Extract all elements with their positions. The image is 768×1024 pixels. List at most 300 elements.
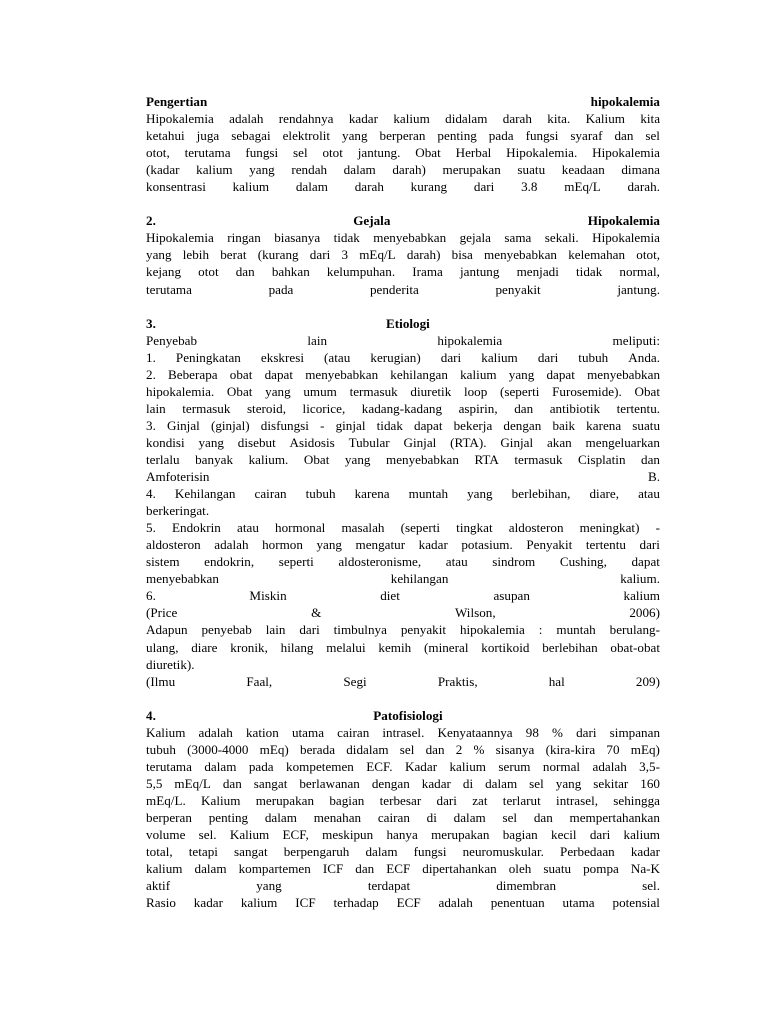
word-gap [156, 707, 373, 724]
word: dapat [546, 366, 575, 382]
word: adalah [438, 895, 473, 911]
word-gap [539, 724, 552, 741]
word-gap [349, 843, 365, 860]
word-gap [324, 724, 337, 741]
word: seperti [278, 554, 314, 570]
word-gap [156, 417, 167, 434]
word-gap [577, 144, 592, 161]
word: timbulnya [333, 622, 387, 638]
word-gap [314, 553, 339, 570]
text-line [146, 400, 660, 417]
word-gap [313, 639, 326, 656]
word: otot [198, 264, 219, 280]
word-gap [236, 758, 248, 775]
word: endokrin, [204, 554, 255, 570]
word: pompa [583, 861, 619, 877]
word-gap [384, 178, 411, 195]
word-gap [192, 281, 269, 298]
word-gap [324, 417, 335, 434]
word-gap [393, 758, 405, 775]
word-gap [513, 536, 527, 553]
word: umum [303, 383, 337, 399]
word-gap [518, 349, 538, 366]
word-gap [563, 451, 579, 468]
word-gap [430, 315, 660, 332]
word: otot [322, 145, 343, 161]
word: diuretik). [146, 656, 195, 672]
word: sel [399, 741, 415, 757]
text-line [146, 229, 660, 246]
word: aldosteronisme, [338, 554, 422, 570]
word-gap [320, 621, 334, 638]
word: cairan [254, 486, 287, 502]
word-gap [571, 860, 583, 877]
word: neuromuskular. [462, 844, 544, 860]
word: sebagai [231, 128, 271, 144]
word-gap [272, 673, 343, 690]
word-gap [252, 383, 265, 400]
word: penyakit [495, 281, 541, 297]
word: karena [354, 486, 390, 502]
word-gap [421, 349, 441, 366]
word: berperan [146, 809, 192, 825]
word: Kalium [201, 792, 241, 808]
word-gap [183, 860, 195, 877]
word: dengan [371, 775, 410, 791]
word-gap [233, 724, 246, 741]
word: ketahui [146, 128, 185, 144]
word-gap [437, 809, 454, 826]
word: total, [146, 844, 173, 860]
word: RTA [474, 451, 499, 467]
word-gap [533, 400, 550, 417]
word-gap [373, 826, 386, 843]
word-gap [436, 434, 450, 451]
word: Cisplatin [578, 451, 626, 467]
word: Penyebab [146, 332, 198, 348]
word: obat-obat [610, 639, 661, 655]
word: aktif [146, 878, 171, 894]
word: Etiologi [386, 315, 430, 331]
word-gap [639, 519, 655, 536]
word: dari [436, 792, 457, 808]
word: yang [249, 162, 275, 178]
word: kronik, [230, 639, 268, 655]
word-gap [156, 485, 175, 502]
word: darah. [627, 179, 660, 195]
word-gap [230, 400, 247, 417]
word-gap [173, 843, 189, 860]
word-gap [533, 434, 547, 451]
word: Wilson, [454, 605, 496, 621]
word: - [655, 520, 660, 536]
text-line [146, 758, 660, 775]
word-gap [530, 758, 542, 775]
word: tubuh [305, 486, 336, 502]
word-gap [277, 894, 295, 911]
word: dan [235, 264, 255, 280]
word: B. [647, 469, 660, 485]
word-gap [311, 860, 323, 877]
word: mEq/L [564, 179, 601, 195]
word: 2006) [629, 605, 660, 621]
word: terlalu [146, 451, 180, 467]
text-line [146, 570, 660, 587]
text-line [146, 502, 660, 519]
word-gap [499, 451, 515, 468]
word: lain [307, 332, 328, 348]
word: dan [514, 400, 534, 416]
document-text-body [146, 93, 660, 911]
word-gap [282, 877, 368, 894]
word: 160 [640, 775, 660, 791]
word: termasuk [514, 451, 563, 467]
word: terutama [184, 145, 231, 161]
word-gap [275, 161, 292, 178]
word-gap [545, 894, 563, 911]
word-gap [426, 161, 443, 178]
word: ulang, [146, 639, 179, 655]
word: muntah [556, 622, 596, 638]
word: diare [191, 639, 218, 655]
word: menahan [313, 809, 362, 825]
word: mengatur [355, 537, 406, 553]
word-gap [156, 315, 386, 332]
word: fungsi [525, 128, 559, 144]
word: suatu [543, 861, 572, 877]
word-gap [269, 826, 282, 843]
word: kalium [623, 827, 661, 843]
word: dalam [453, 809, 486, 825]
word: sindrom [492, 554, 536, 570]
text-line [146, 519, 660, 536]
word-gap [530, 587, 624, 604]
word: sekitar [593, 775, 629, 791]
word-gap [558, 127, 570, 144]
word-gap [354, 758, 366, 775]
word: loop [463, 383, 488, 399]
word-gap [310, 263, 327, 280]
word-gap [304, 349, 324, 366]
word-gap [249, 536, 263, 553]
word-gap [538, 178, 565, 195]
word: muntah [408, 486, 449, 502]
word: Kenyataannya [437, 724, 513, 740]
word-gap [493, 485, 512, 502]
word: biasanya [274, 230, 321, 246]
word-gap [217, 826, 230, 843]
word-gap [418, 826, 431, 843]
word-gap [532, 110, 547, 127]
word: 2 [455, 741, 463, 757]
word: 2. [146, 213, 156, 229]
word: Irama [412, 264, 443, 280]
word: dan [641, 451, 660, 467]
word: Hipokalemia [587, 213, 660, 229]
word-gap [626, 451, 642, 468]
word: di [426, 809, 437, 825]
word-gap [487, 110, 502, 127]
word-gap [170, 877, 256, 894]
text-line [146, 417, 660, 434]
word: kortikoid [481, 639, 530, 655]
word-gap [457, 792, 472, 809]
word: Herbal [455, 145, 492, 161]
word-gap [403, 417, 414, 434]
word-gap [421, 792, 436, 809]
word-gap [156, 349, 176, 366]
word-gap [286, 400, 303, 417]
word-gap [556, 877, 642, 894]
word-gap [224, 434, 238, 451]
word: kalium [393, 111, 430, 127]
word-gap [369, 724, 382, 741]
word-gap [390, 434, 404, 451]
word: kation [245, 724, 279, 740]
word: darah [354, 179, 384, 195]
word-gap [242, 775, 254, 792]
word: 209) [635, 673, 660, 689]
word: pada [248, 758, 274, 774]
word-gap [557, 246, 568, 263]
word-gap [361, 809, 378, 826]
word: dari [299, 622, 320, 638]
word: hipokalemia. [146, 383, 215, 399]
word: Gejala [353, 213, 391, 229]
word: normal, [619, 264, 660, 280]
word: meningkat) [579, 520, 640, 536]
word-gap [596, 621, 610, 638]
word-gap [534, 741, 545, 758]
word: hipokalemia [437, 332, 503, 348]
word-gap [343, 144, 358, 161]
word-gap [625, 246, 636, 263]
word: jantung. [617, 281, 661, 297]
word: menyebabkan [587, 366, 661, 382]
word-gap [400, 144, 415, 161]
word-gap [370, 451, 386, 468]
word-gap [186, 792, 201, 809]
word: Anda. [628, 349, 661, 365]
word-gap [414, 741, 425, 758]
word-gap [462, 741, 473, 758]
text-line [146, 639, 660, 656]
spacer-3 [146, 690, 660, 707]
word-gap [451, 383, 464, 400]
word: mengeluarkan [585, 434, 660, 450]
word-gap [314, 792, 329, 809]
word-gap [410, 877, 496, 894]
word-gap [241, 349, 261, 366]
text-line [146, 724, 660, 741]
word-gap [366, 639, 379, 656]
word-gap [577, 826, 590, 843]
word-gap [156, 212, 353, 229]
word-gap [390, 212, 587, 229]
word-gap [498, 400, 515, 417]
word-gap [247, 246, 258, 263]
word: Endokrin [171, 520, 221, 536]
word: atau [445, 554, 468, 570]
word: jantung. [357, 145, 401, 161]
word-gap [387, 621, 401, 638]
word: tingkat [456, 520, 493, 536]
word-gap [565, 673, 636, 690]
word: berulang- [609, 622, 661, 638]
word-gap [178, 639, 191, 656]
word-gap [175, 673, 246, 690]
heading-line [146, 212, 660, 229]
word-gap [627, 758, 639, 775]
text-line [146, 383, 660, 400]
word: dimana [621, 162, 661, 178]
word: Adapun [146, 622, 188, 638]
word: yang [316, 537, 342, 553]
word-gap [451, 775, 463, 792]
word: rendahnya [278, 111, 334, 127]
word: (Ilmu [146, 673, 176, 689]
word: steroid, [246, 400, 287, 416]
word-gap [419, 281, 496, 298]
word-gap [166, 400, 183, 417]
word: Furosemide). [552, 383, 622, 399]
word: meskipun [322, 827, 374, 843]
word: kita. [547, 111, 571, 127]
text-line [146, 877, 660, 894]
word: dan [614, 128, 634, 144]
word: diet [380, 588, 400, 604]
word: 3. [146, 315, 156, 331]
word: darah) [406, 247, 441, 263]
word: oleh [508, 861, 532, 877]
word-gap [156, 587, 250, 604]
word: adalah [229, 111, 264, 127]
word: hanya [386, 827, 418, 843]
word-gap [214, 229, 227, 246]
word-gap [494, 178, 521, 195]
word: Ginjal [403, 434, 437, 450]
word-gap [385, 519, 401, 536]
word: kalium. [248, 451, 289, 467]
word: merupakan [255, 792, 315, 808]
word: zat [472, 792, 488, 808]
word: elektrolit [282, 128, 331, 144]
word: Kalium [229, 827, 270, 843]
word-gap [598, 792, 613, 809]
word: kalium. [620, 571, 660, 587]
word: sangat [234, 844, 268, 860]
text-line [146, 741, 660, 758]
word-gap [390, 485, 409, 502]
word: Patofisiologi [373, 707, 443, 723]
heading-line [146, 93, 660, 110]
word-gap [544, 775, 556, 792]
word-gap [443, 417, 454, 434]
word-gap [625, 110, 640, 127]
word-gap [378, 110, 393, 127]
word-gap [514, 127, 526, 144]
word: rendah [291, 162, 328, 178]
text-line [146, 451, 660, 468]
word-gap [542, 621, 556, 638]
word: dari [440, 349, 462, 365]
word-gap [473, 246, 484, 263]
word-gap [502, 332, 612, 349]
word-gap [580, 758, 592, 775]
word-gap [327, 161, 344, 178]
word-gap [445, 741, 456, 758]
word: 3.8 [521, 179, 538, 195]
word: terbesar [379, 792, 422, 808]
word-gap [376, 161, 393, 178]
word-gap [395, 263, 412, 280]
word: diuretik [410, 383, 452, 399]
word: Perbedaan [560, 844, 615, 860]
word-gap [335, 434, 349, 451]
word-gap [206, 178, 233, 195]
word-gap [559, 263, 576, 280]
word: Obat [634, 383, 661, 399]
word-gap [619, 485, 638, 502]
word: Praktis, [437, 673, 478, 689]
word-gap [218, 639, 231, 656]
word-gap [209, 246, 220, 263]
word-gap [279, 724, 292, 741]
word: ECF. [366, 758, 393, 774]
word: Kadar [405, 758, 438, 774]
word-gap [626, 536, 640, 553]
word: mempertahankan [569, 809, 660, 825]
word: dalam [365, 844, 398, 860]
word-gap [252, 621, 266, 638]
word: utama [291, 724, 325, 740]
word: disfungsi [260, 417, 309, 433]
text-line [146, 161, 660, 178]
word: suatu [632, 417, 661, 433]
word: kadar [193, 895, 223, 911]
word-gap [473, 775, 485, 792]
word: ginjal [335, 417, 366, 433]
word-gap [492, 417, 503, 434]
text-line [146, 860, 660, 877]
word: terutama [146, 758, 192, 774]
word-gap [285, 621, 299, 638]
word: asupan [493, 588, 530, 604]
word-gap [248, 741, 259, 758]
word: menjadi [516, 264, 559, 280]
word: Asidosis [289, 434, 335, 450]
word: dari [589, 827, 611, 843]
word: ekskresi [260, 349, 304, 365]
word: sel [645, 128, 660, 144]
word: intrasel, [556, 792, 599, 808]
word: melalui [326, 639, 366, 655]
word: potensial [612, 895, 660, 911]
word: penyebab [201, 622, 252, 638]
word-gap [484, 741, 495, 758]
word: penderita [369, 281, 419, 297]
word: kalium [196, 162, 233, 178]
word-gap [621, 417, 632, 434]
word: Pengertian [146, 94, 208, 109]
word: 98 [525, 724, 539, 740]
word: Rasio [146, 895, 176, 911]
word: sel. [198, 827, 217, 843]
word: (atau [324, 349, 351, 365]
word: kemih [378, 639, 412, 655]
word-gap [221, 519, 237, 536]
word: antibiotik [549, 400, 601, 416]
